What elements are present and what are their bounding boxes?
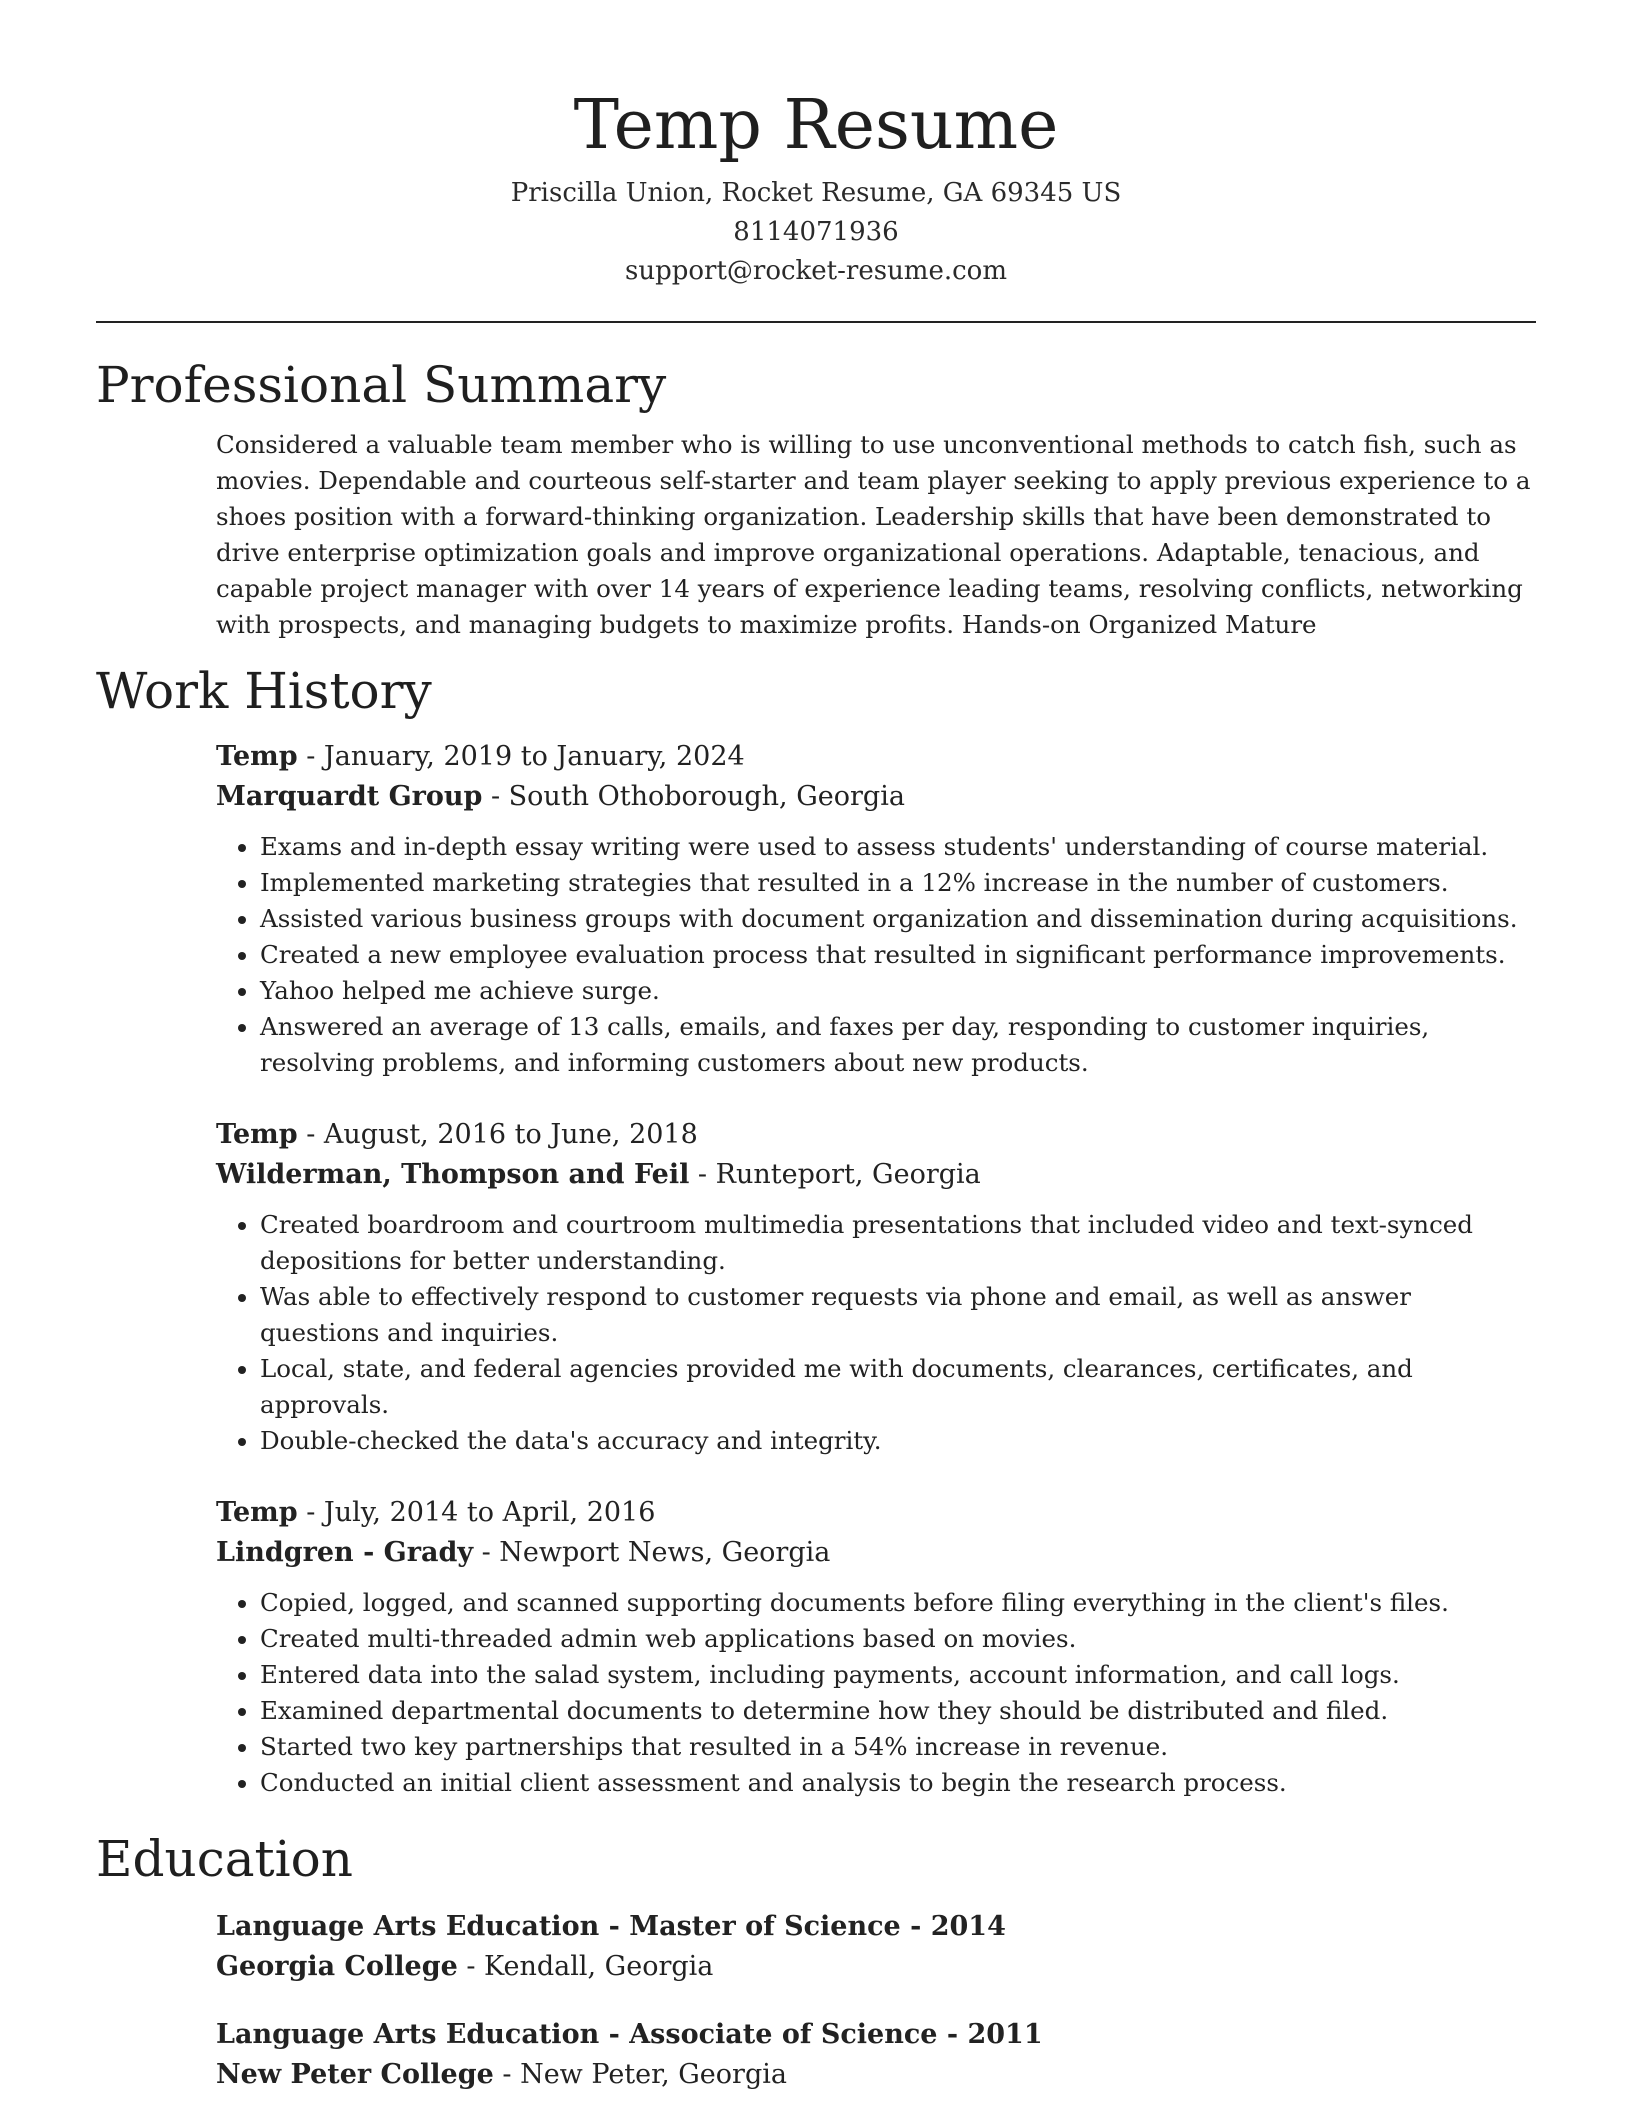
education-entry <box>216 2015 1536 2095</box>
job-role: Temp <box>216 1497 298 1528</box>
job-bullet: • Created boardroom and courtroom multimedia presentations that included video and text-synced depositions for better understanding. <box>260 1207 1536 1279</box>
job-location: - Runteport, Georgia <box>689 1159 981 1190</box>
education-field: Language Arts Education <box>216 1911 600 1942</box>
header-divider <box>96 321 1536 323</box>
job-dates: - July, 2014 to April, 2016 <box>297 1497 656 1528</box>
job-title-line <box>216 1115 1536 1155</box>
job-bullet: • Double-checked the data's accuracy and integrity. <box>260 1423 1536 1459</box>
work-history-section <box>96 737 1536 1801</box>
education-degree: - Master of Science - 2014 <box>599 1911 1006 1942</box>
job-entry <box>216 737 1536 1081</box>
job-bullet: • Was able to effectively respond to customer requests via phone and email, as well as answer questions and inquiries. <box>260 1279 1536 1351</box>
job-company: Marquardt Group <box>216 781 483 812</box>
education-degree: - Associate of Science - 2011 <box>599 2019 1043 2050</box>
education-school-line <box>216 2055 1536 2095</box>
summary-text: Considered a valuable team member who is willing to use unconventional methods to catch fish, such as movies. Dependable and courteous self-starter and team player seeking to apply previous experience to a shoes position with a forward-thinking organization. Leadership skills that have been demonstrated to drive enterprise optimization goals and improve organizational operations. Adaptable, tenacious, and capable project manager with over 14 years of experience leading teams, resolving conflicts, networking with prospects, and managing budgets to maximize profits. Hands-on Organized Mature <box>216 430 1531 639</box>
job-company: Lindgren - Grady <box>216 1537 474 1568</box>
contact-block <box>96 174 1536 291</box>
job-bullet: • Conducted an initial client assessment and analysis to begin the research process. <box>260 1765 1536 1801</box>
work-history-heading: Work History <box>96 662 432 720</box>
job-entry <box>216 1115 1536 1459</box>
education-location: - New Peter, Georgia <box>493 2059 787 2090</box>
job-bullet: • Examined departmental documents to determine how they should be distributed and filed. <box>260 1693 1536 1729</box>
job-bullet: • Answered an average of 13 calls, emails, and faxes per day, responding to customer inquiries, resolving problems, and informing customers about new products. <box>260 1009 1536 1081</box>
job-bullet: • Created a new employee evaluation process that resulted in significant performance improvements. <box>260 937 1536 973</box>
job-bullet-list <box>216 829 1536 1081</box>
education-degree-line <box>216 1907 1536 1947</box>
job-role: Temp <box>216 741 298 772</box>
job-company-line <box>216 1155 1536 1195</box>
job-company: Wilderman, Thompson and Feil <box>216 1159 690 1190</box>
summary-section <box>96 427 1536 643</box>
job-bullet: • Exams and in-depth essay writing were used to assess students' understanding of course material. <box>260 829 1536 865</box>
job-dates: - January, 2019 to January, 2024 <box>297 741 745 772</box>
job-bullet: • Assisted various business groups with document organization and dissemination during acquisitions. <box>260 901 1536 937</box>
education-school: Georgia College <box>216 1951 458 1982</box>
education-degree-line <box>216 2015 1536 2055</box>
job-location: - South Othoborough, Georgia <box>482 781 905 812</box>
job-dates: - August, 2016 to June, 2018 <box>297 1119 698 1150</box>
job-title-line <box>216 737 1536 777</box>
job-role: Temp <box>216 1119 298 1150</box>
job-bullet: • Entered data into the salad system, including payments, account information, and call logs. <box>260 1657 1536 1693</box>
resume-title: Temp Resume <box>573 86 1059 165</box>
education-field: Language Arts Education <box>216 2019 600 2050</box>
job-bullet-list <box>216 1585 1536 1801</box>
job-bullet-list <box>216 1207 1536 1459</box>
job-bullet: • Local, state, and federal agencies provided me with documents, clearances, certificates, and approvals. <box>260 1351 1536 1423</box>
job-bullet: • Implemented marketing strategies that resulted in a 12% increase in the number of customers. <box>260 865 1536 901</box>
education-school-line <box>216 1947 1536 1987</box>
education-section <box>96 1907 1536 2095</box>
job-bullet: • Copied, logged, and scanned supporting documents before filing everything in the client's files. <box>260 1585 1536 1621</box>
job-entry <box>216 1493 1536 1801</box>
summary-heading: Professional Summary <box>96 356 667 414</box>
education-heading: Education <box>96 1830 353 1888</box>
contact-phone: 8114071936 <box>733 217 899 247</box>
job-bullet: • Started two key partnerships that resulted in a 54% increase in revenue. <box>260 1729 1536 1765</box>
resume-header <box>96 0 1536 291</box>
contact-address: Priscilla Union, Rocket Resume, GA 69345 US <box>510 178 1122 208</box>
job-company-line <box>216 777 1536 817</box>
contact-email: support@rocket-resume.com <box>624 256 1007 286</box>
education-location: - Kendall, Georgia <box>457 1951 714 1982</box>
education-school: New Peter College <box>216 2059 494 2090</box>
job-bullet: • Created multi-threaded admin web applications based on movies. <box>260 1621 1536 1657</box>
job-company-line <box>216 1533 1536 1573</box>
education-entry <box>216 1907 1536 1987</box>
job-bullet: • Yahoo helped me achieve surge. <box>260 973 1536 1009</box>
job-title-line <box>216 1493 1536 1533</box>
job-location: - Newport News, Georgia <box>473 1537 831 1568</box>
